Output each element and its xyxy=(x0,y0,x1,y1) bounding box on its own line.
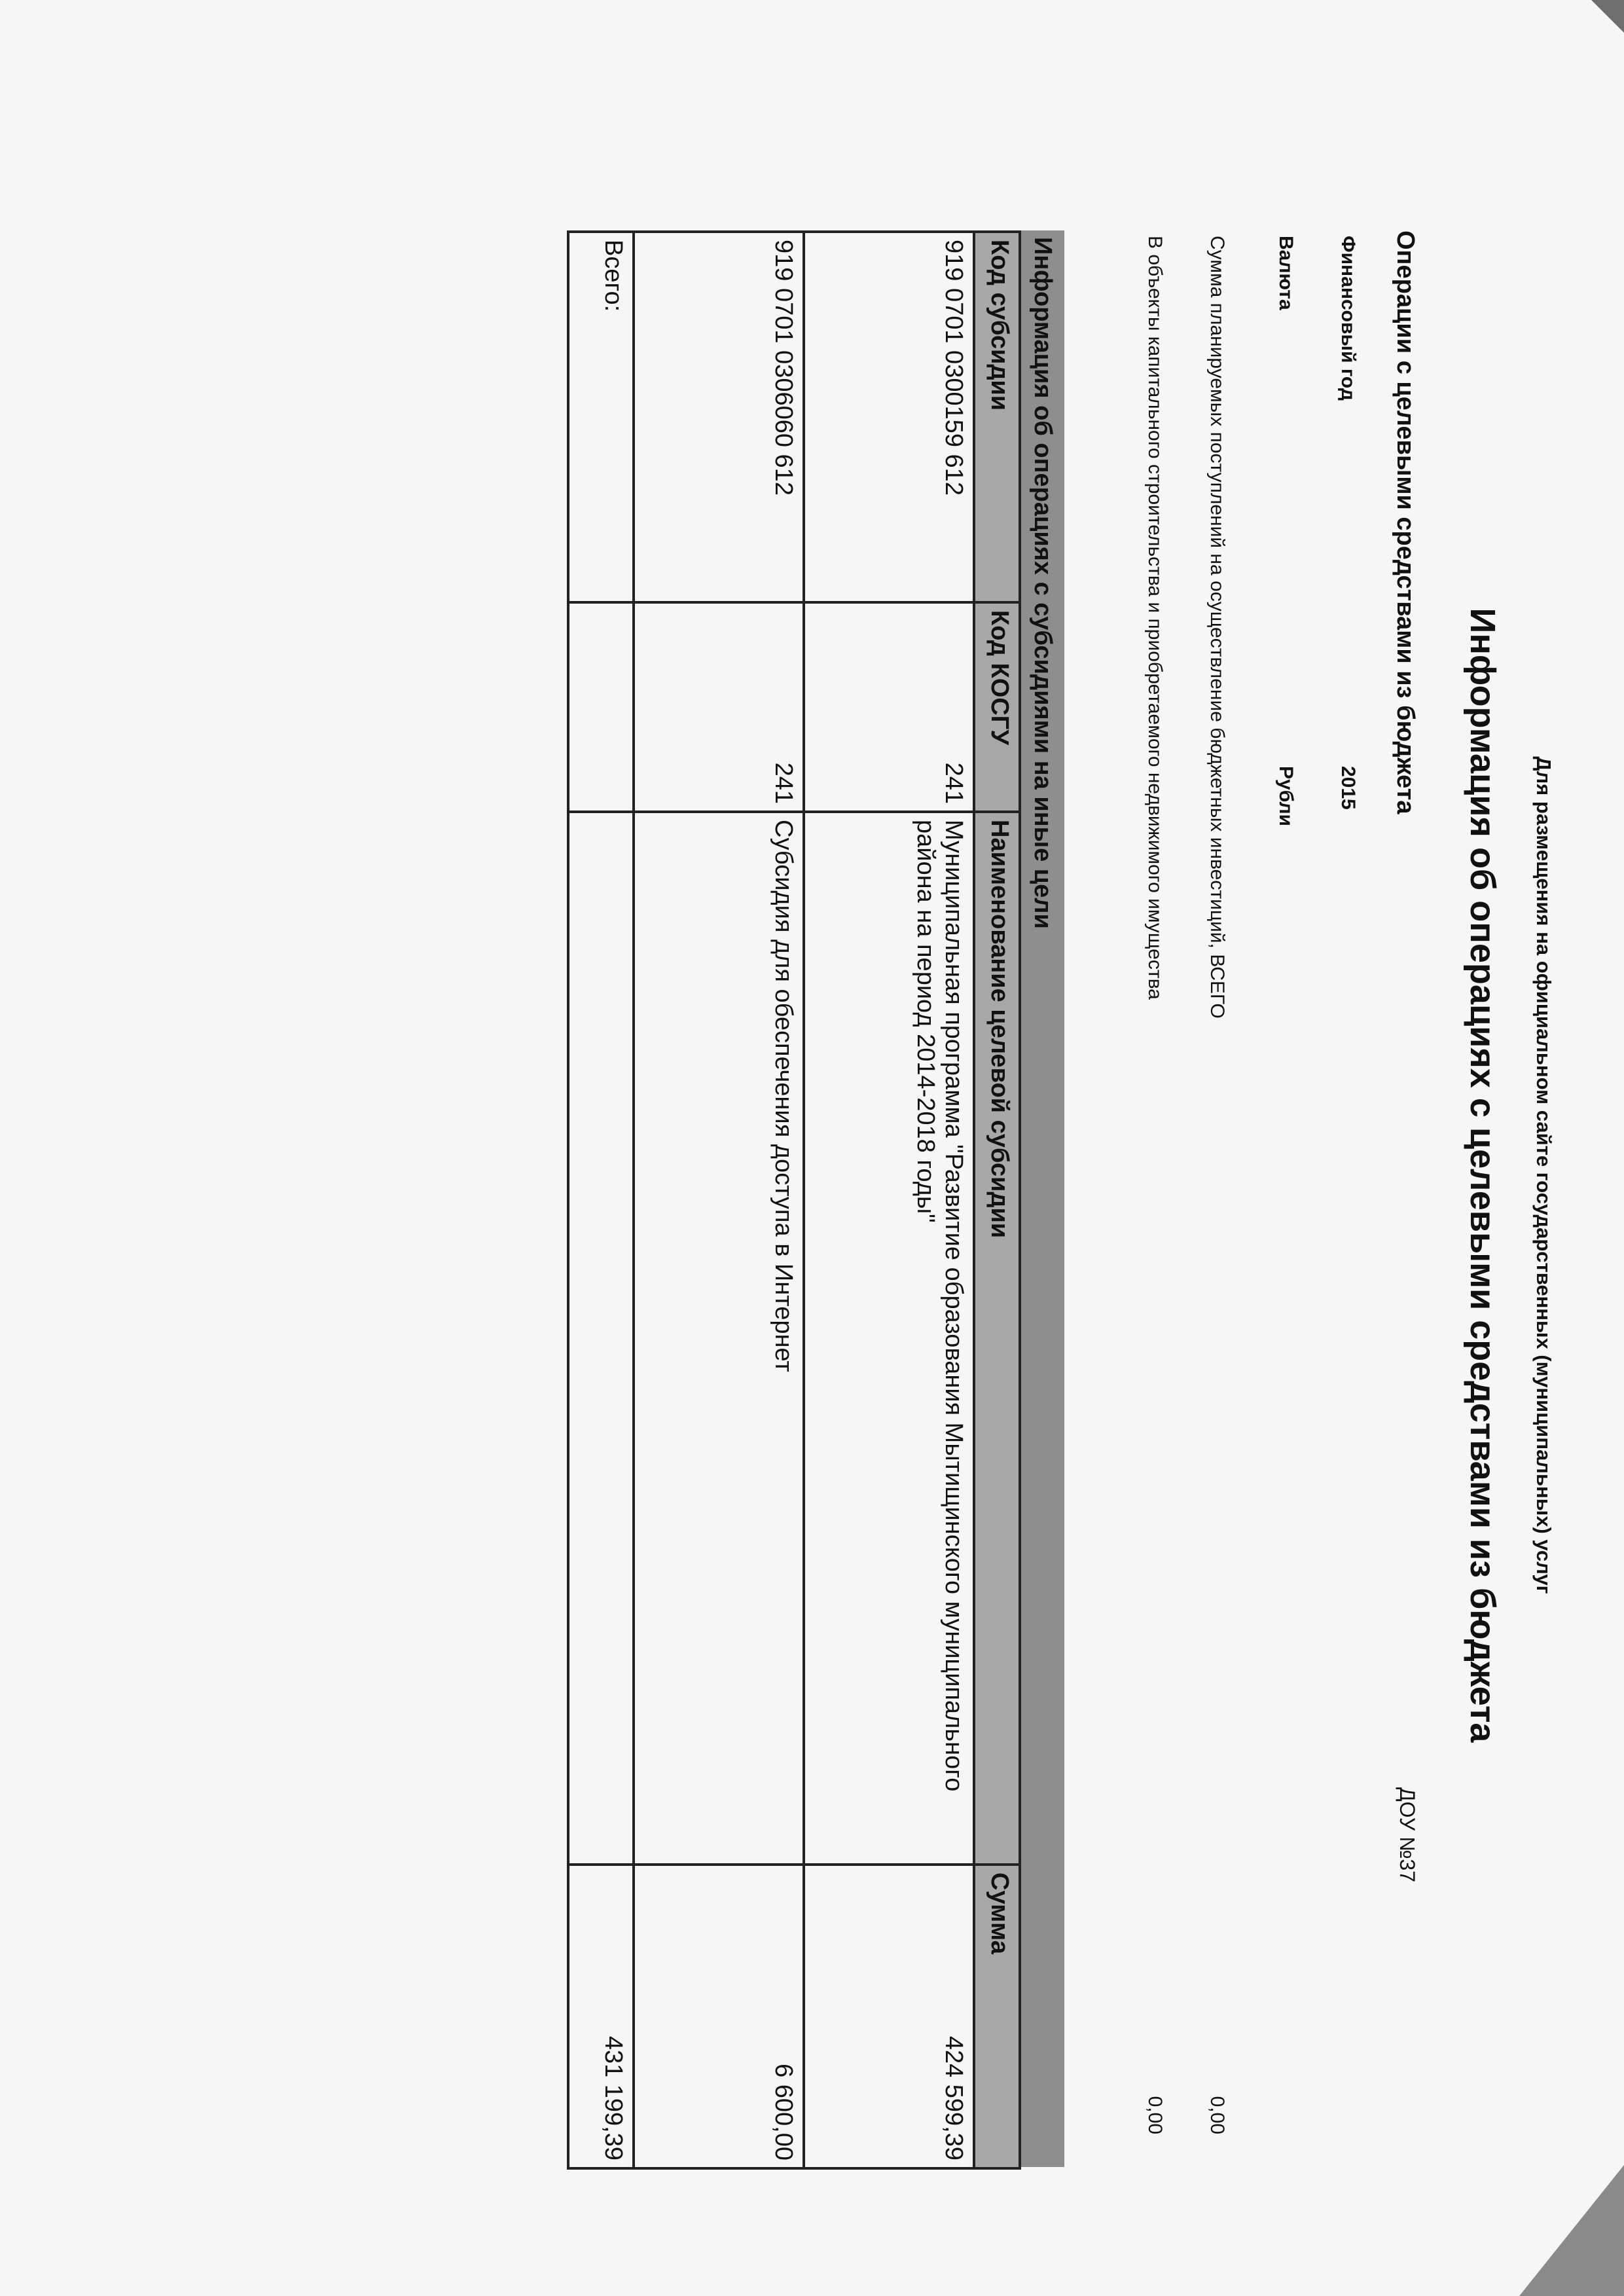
subsidy-code: 919 0701 0306060 612 xyxy=(634,232,804,602)
planned-sum-value: 0,00 xyxy=(1206,2096,1228,2134)
capital-sum-value: 0,00 xyxy=(1144,2096,1166,2134)
table-header-row xyxy=(974,232,1020,2168)
fin-year-value: 2015 xyxy=(1337,766,1359,810)
page-title: Информация об операциях с целевыми средствами из бюджета xyxy=(1463,608,1502,1743)
subsidies-table xyxy=(567,230,1021,2170)
kosgu-code: 241 xyxy=(804,602,974,812)
total-label: Всего: xyxy=(568,232,634,602)
total-value: 431 199,39 xyxy=(568,1865,634,2168)
column-header-kosgu: Код КОСГУ xyxy=(974,602,1020,812)
column-header-code: Код субсидии xyxy=(974,232,1020,602)
organization-name: ДОУ №37 xyxy=(1396,1787,1419,1882)
kosgu-code: 241 xyxy=(634,602,804,812)
top-note: Для размещения на официальном сайте государственных (муниципальных) услуг xyxy=(1532,756,1555,1594)
column-header-name: Наименование целевой субсидии xyxy=(974,812,1020,1865)
table-row xyxy=(804,232,974,2168)
subsidy-sum: 6 600,00 xyxy=(634,1865,804,2168)
subsidy-sum: 424 599,39 xyxy=(804,1865,974,2168)
document-page xyxy=(82,210,1555,2160)
subsidy-name: Муниципальная программа "Развитие образования Мытищинского муниципального района на период 2014-2018 годы" xyxy=(804,812,974,1865)
fin-year-label: Финансовый год xyxy=(1337,236,1359,401)
capital-sum-label: В объекты капитального строительства и приобретаемого недвижимого имущества xyxy=(1144,236,1166,1000)
subsidy-code: 919 0701 0300159 612 xyxy=(804,232,974,602)
column-header-sum: Сумма xyxy=(974,1865,1020,2168)
planned-sum-label: Сумма планируемых поступлений на осуществление бюджетных инвестиций, ВСЕГО xyxy=(1206,236,1228,1019)
table-row xyxy=(634,232,804,2168)
subsidy-name: Субсидия для обеспечения доступа в Интернет xyxy=(634,812,804,1865)
total-empty-cell xyxy=(568,602,634,812)
currency-label: Валюта xyxy=(1275,236,1297,310)
currency-value: Рубли xyxy=(1275,766,1297,826)
section-title: Операции с целевыми средствами из бюджета xyxy=(1392,230,1419,814)
subsidies-section-title: Информация об операциях с субсидиями на иные цели xyxy=(1021,230,1064,2167)
total-empty-cell xyxy=(568,812,634,1865)
total-row xyxy=(568,232,634,2168)
